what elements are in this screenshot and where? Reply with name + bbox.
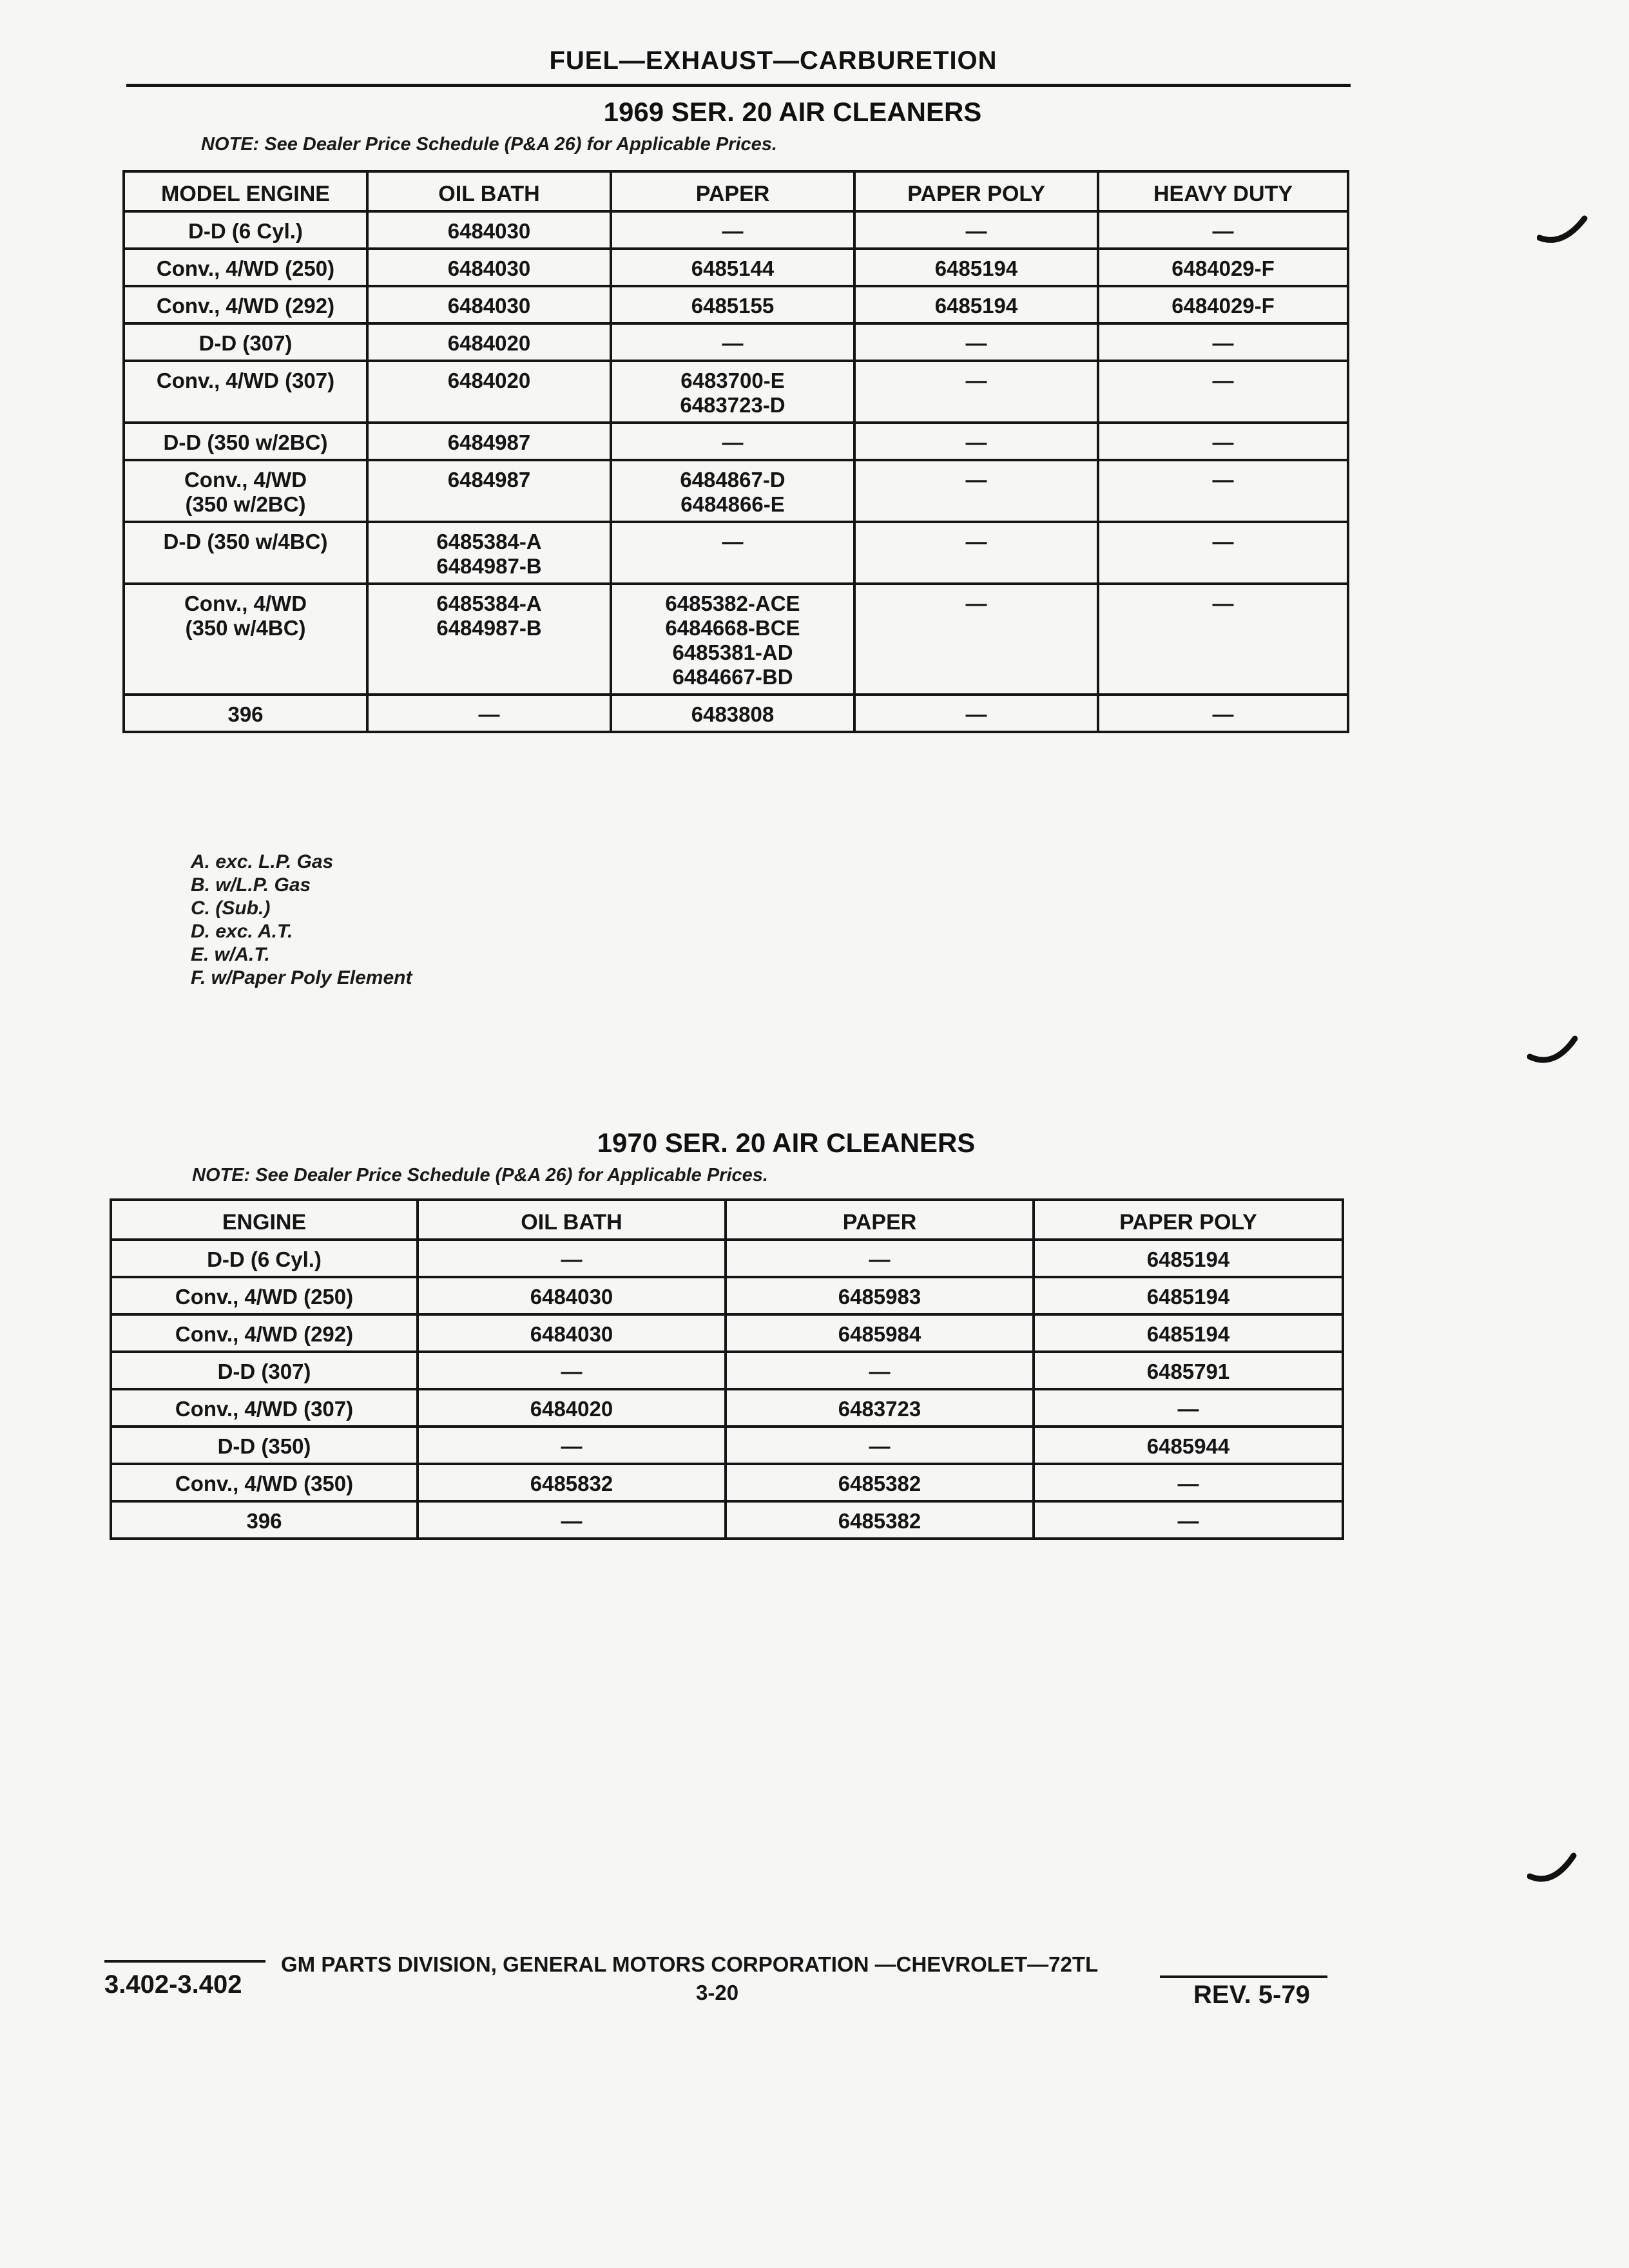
part-number-cell: —: [1098, 695, 1348, 732]
engine-cell: Conv., 4/WD (250): [111, 1277, 418, 1314]
engine-cell: Conv., 4/WD (307): [124, 361, 367, 423]
part-number-cell: 6485194: [1034, 1277, 1343, 1314]
engine-cell: 396: [111, 1501, 418, 1539]
part-number-cell: 6485384-A 6484987-B: [367, 522, 611, 584]
part-number-cell: 6483700-E 6483723-D: [611, 361, 854, 423]
part-number-cell: —: [854, 584, 1098, 695]
part-number-cell: —: [611, 323, 854, 361]
part-number-cell: —: [854, 211, 1098, 249]
engine-cell: D-D (350 w/2BC): [124, 423, 367, 460]
footnotes-1969: [191, 850, 412, 990]
section-1969-title: 1969 SER. 20 AIR CLEANERS: [603, 97, 982, 127]
part-number-cell: 6484987: [367, 460, 611, 522]
table-row: [124, 695, 1348, 732]
column-header: HEAVY DUTY: [1098, 171, 1348, 211]
engine-cell: Conv., 4/WD (292): [124, 286, 367, 323]
part-number-cell: 6484030: [418, 1314, 726, 1352]
part-number-cell: 6484867-D 6484866-E: [611, 460, 854, 522]
table-row: [124, 249, 1348, 286]
section-number: 3.402-3.402: [104, 1970, 242, 1999]
part-number-cell: —: [726, 1352, 1034, 1389]
table-row: [111, 1427, 1343, 1464]
part-number-cell: 6485384-A 6484987-B: [367, 584, 611, 695]
engine-cell: D-D (307): [111, 1352, 418, 1389]
table-header-row: [124, 171, 1348, 211]
column-header: OIL BATH: [418, 1200, 726, 1240]
part-number-cell: —: [1034, 1501, 1343, 1539]
air-cleaner-table-1970: [110, 1198, 1344, 1540]
engine-cell: Conv., 4/WD (250): [124, 249, 367, 286]
part-number-cell: 6485382: [726, 1501, 1034, 1539]
engine-cell: Conv., 4/WD (307): [111, 1389, 418, 1427]
footnote: F. w/Paper Poly Element: [191, 967, 412, 988]
part-number-cell: —: [1034, 1464, 1343, 1501]
part-number-cell: —: [367, 695, 611, 732]
part-number-cell: —: [1098, 584, 1348, 695]
engine-cell: D-D (6 Cyl.): [111, 1240, 418, 1277]
table-row: [111, 1464, 1343, 1501]
part-number-cell: —: [854, 361, 1098, 423]
column-header: PAPER: [611, 171, 854, 211]
part-number-cell: 6484987: [367, 423, 611, 460]
part-number-cell: 6484029-F: [1098, 286, 1348, 323]
engine-cell: D-D (307): [124, 323, 367, 361]
part-number-cell: 6484020: [418, 1389, 726, 1427]
part-number-cell: 6485194: [1034, 1314, 1343, 1352]
part-number-cell: —: [1098, 211, 1348, 249]
table-row: [124, 584, 1348, 695]
table-row: [111, 1240, 1343, 1277]
part-number-cell: —: [1098, 522, 1348, 584]
part-number-cell: 6485194: [854, 286, 1098, 323]
publisher-line: GM PARTS DIVISION, GENERAL MOTORS CORPORATION —CHEVROLET—72TL: [281, 1952, 1099, 1976]
part-number-cell: —: [611, 522, 854, 584]
page-number: 3-20: [696, 1981, 739, 2004]
part-number-cell: —: [1098, 423, 1348, 460]
part-number-cell: 6485194: [854, 249, 1098, 286]
part-number-cell: —: [1098, 361, 1348, 423]
part-number-cell: 6485155: [611, 286, 854, 323]
part-number-cell: —: [726, 1427, 1034, 1464]
binding-tick-mark: [1537, 209, 1588, 251]
part-number-cell: —: [726, 1240, 1034, 1277]
part-number-cell: —: [418, 1240, 726, 1277]
engine-cell: D-D (350): [111, 1427, 418, 1464]
engine-cell: Conv., 4/WD (350): [111, 1464, 418, 1501]
part-number-cell: —: [1098, 323, 1348, 361]
part-number-cell: 6485984: [726, 1314, 1034, 1352]
section-1970-note: NOTE: See Dealer Price Schedule (P&A 26) for Applicable Prices.: [192, 1165, 768, 1186]
table-row: [111, 1352, 1343, 1389]
part-number-cell: —: [418, 1501, 726, 1539]
engine-cell: 396: [124, 695, 367, 732]
section-1970-title: 1970 SER. 20 AIR CLEANERS: [597, 1128, 976, 1158]
table-header-row: [111, 1200, 1343, 1240]
footnote: A. exc. L.P. Gas: [191, 851, 334, 872]
table-row: [111, 1501, 1343, 1539]
part-number-cell: —: [611, 211, 854, 249]
page-title: FUEL—EXHAUST—CARBURETION: [549, 46, 998, 75]
engine-cell: Conv., 4/WD (350 w/2BC): [124, 460, 367, 522]
table-row: [111, 1277, 1343, 1314]
part-number-cell: 6484030: [367, 211, 611, 249]
part-number-cell: —: [854, 695, 1098, 732]
footer-rule-right: [1160, 1975, 1327, 1978]
footnote: B. w/L.P. Gas: [191, 874, 311, 896]
part-number-cell: 6484020: [367, 361, 611, 423]
part-number-cell: 6485382: [726, 1464, 1034, 1501]
column-header: PAPER POLY: [854, 171, 1098, 211]
footnote: D. exc. A.T.: [191, 921, 293, 942]
part-number-cell: 6484030: [367, 286, 611, 323]
table-row: [124, 361, 1348, 423]
part-number-cell: 6485983: [726, 1277, 1034, 1314]
part-number-cell: 6485144: [611, 249, 854, 286]
table-row: [124, 460, 1348, 522]
footnote: E. w/A.T.: [191, 944, 270, 965]
header-rule: [126, 84, 1351, 87]
part-number-cell: —: [1098, 460, 1348, 522]
part-number-cell: 6484029-F: [1098, 249, 1348, 286]
part-number-cell: 6485944: [1034, 1427, 1343, 1464]
column-header: ENGINE: [111, 1200, 418, 1240]
table-row: [124, 522, 1348, 584]
part-number-cell: 6483723: [726, 1389, 1034, 1427]
table-row: [124, 286, 1348, 323]
footer-rule-left: [104, 1960, 265, 1963]
binding-tick-mark: [1527, 1031, 1579, 1073]
table-row: [111, 1389, 1343, 1427]
engine-cell: D-D (350 w/4BC): [124, 522, 367, 584]
air-cleaner-table-1969: [122, 170, 1349, 733]
table-row: [111, 1314, 1343, 1352]
table-row: [124, 323, 1348, 361]
part-number-cell: —: [611, 423, 854, 460]
part-number-cell: 6483808: [611, 695, 854, 732]
part-number-cell: —: [1034, 1389, 1343, 1427]
part-number-cell: —: [418, 1352, 726, 1389]
footnote: C. (Sub.): [191, 898, 271, 919]
table-row: [124, 423, 1348, 460]
part-number-cell: 6485382-ACE 6484668-BCE 6485381-AD 6484667-BD: [611, 584, 854, 695]
engine-cell: D-D (6 Cyl.): [124, 211, 367, 249]
part-number-cell: 6485194: [1034, 1240, 1343, 1277]
part-number-cell: 6484020: [367, 323, 611, 361]
part-number-cell: 6485791: [1034, 1352, 1343, 1389]
engine-cell: Conv., 4/WD (350 w/4BC): [124, 584, 367, 695]
revision-label: REV. 5-79: [1193, 1981, 1310, 2009]
binding-tick-mark: [1527, 1849, 1579, 1891]
part-number-cell: 6484030: [418, 1277, 726, 1314]
part-number-cell: —: [854, 423, 1098, 460]
column-header: PAPER POLY: [1034, 1200, 1343, 1240]
part-number-cell: —: [418, 1427, 726, 1464]
engine-cell: Conv., 4/WD (292): [111, 1314, 418, 1352]
column-header: PAPER: [726, 1200, 1034, 1240]
part-number-cell: 6484030: [367, 249, 611, 286]
table-row: [124, 211, 1348, 249]
part-number-cell: 6485832: [418, 1464, 726, 1501]
section-1969-note: NOTE: See Dealer Price Schedule (P&A 26) for Applicable Prices.: [201, 134, 777, 155]
part-number-cell: —: [854, 460, 1098, 522]
column-header: MODEL ENGINE: [124, 171, 367, 211]
column-header: OIL BATH: [367, 171, 611, 211]
part-number-cell: —: [854, 323, 1098, 361]
part-number-cell: —: [854, 522, 1098, 584]
